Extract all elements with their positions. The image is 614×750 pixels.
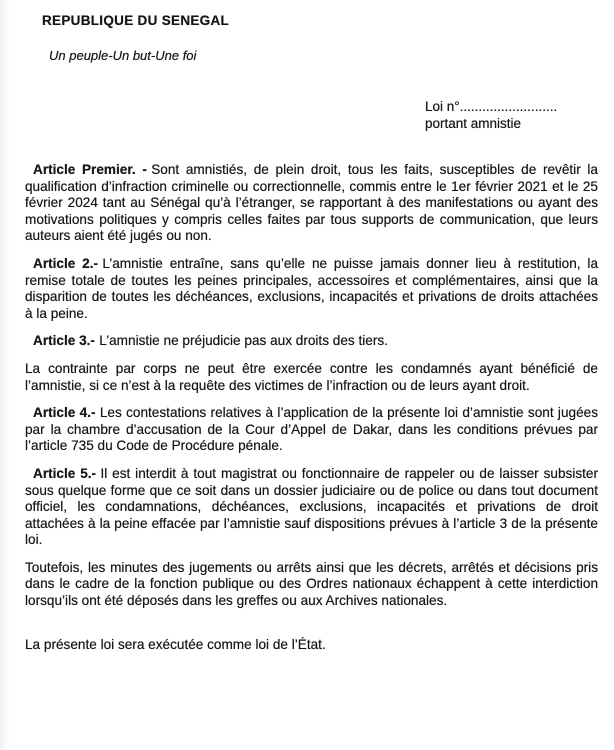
article-2-label: Article 2.- [33,255,99,271]
law-reference-block [425,98,557,132]
article-5-label: Article 5.- [33,465,97,481]
toutefois-paragraph [25,560,598,610]
article-premier-label: Article Premier. - [33,162,147,177]
article-premier-text: Sont amnistiés, de plein droit, tous les faits, susceptibles de revêtir la qualification d’infraction criminelle ou correctionnelle, commis entre le 1er février 2021 et le 25 février 2024 tant au Sénégal qu’à l’étranger, se rapportant à des manifestations ou ayant des motivations politiques y compris celles faites par tous supports de communication, que leurs auteurs aient été jugés ou non. [25,162,598,244]
article-3-text: L’amnistie ne préjudicie pas aux droits des tiers. [99,333,388,349]
article-premier-paragraph [25,162,598,245]
article-5-text: Il est interdit à tout magistrat ou fonctionnaire de rappeler ou de laisser subsister sous quelque forme que ce soit dans un dossier judiciaire ou de police ou dans tout document officiel, les condamnations, déchéances, exclusions, incapacités et privations de droit attachées à la peine effacée par l’amnistie sauf dispositions prévues à l’article 3 de la présente loi. [25,465,599,548]
execution-clause-paragraph [25,637,598,654]
execution-clause-text: La présente loi sera exécutée comme loi de l’État. [25,636,326,652]
country-title: REPUBLIQUE DU SENEGAL [42,13,230,28]
law-body [25,162,598,664]
contrainte-par-corps-paragraph [25,361,598,394]
article-4-text: Les contestations relatives à l’application de la présente loi d’amnistie sont jugées par la chambre d’accusation de la Cour d’Appel de Dakar, dans les conditions prévues par l’article 735 du Code de Procédure pénale. [25,405,598,454]
article-4-label: Article 4.- [33,405,96,421]
toutefois-text: Toutefois, les minutes des jugements ou arrêts ainsi que les décrets, arrêtés et décisions pris dans le cadre de la fonction publique ou des Ordres nationaux échappent à cette interdiction lorsqu’ils ont été déposés dans les greffes ou aux Archives nationales. [25,559,598,609]
law-number-line: Loi n°.......................... [425,99,558,114]
national-motto: Un peuple-Un but-Une foi [49,48,197,63]
article-3-paragraph [25,333,598,350]
article-5-paragraph [25,466,598,549]
law-subject-line: portant amnistie [425,116,522,131]
article-2-paragraph [25,256,598,322]
article-2-text: L’amnistie entraîne, sans qu’elle ne puisse jamais donner lieu à restitution, la remise totale de toutes les peines principales, accessoires et complémentaires, ainsi que la disparition de toutes les déchéances, exclusions, incapacités et privations de droits attachées à la peine. [25,255,599,321]
contrainte-text: La contrainte par corps ne peut être exercée contre les condamnés ayant bénéficié de l’amnistie, si ce n’est à la requête des victimes de l’infraction ou de leurs ayant droit. [25,360,598,393]
article-3-label: Article 3.- [33,333,95,349]
article-4-paragraph [25,405,598,455]
